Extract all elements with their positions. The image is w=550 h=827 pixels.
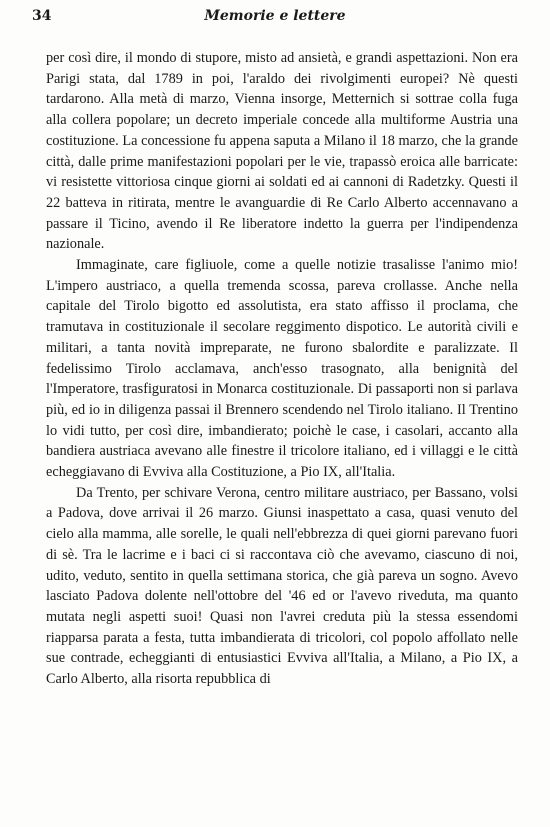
running-title: Memorie e lettere — [204, 8, 346, 24]
paragraph: Immaginate, care figliuole, come a quelle notizie trasalisse l'animo mio! L'impero austriaco, a quella tremenda scossa, pareva crollasse. Anche nella capitale del Tirolo bigotto ed assolutista, era stato affisso il proclama, che tramutava in costituzionale il secolare reggimento dispotico. Le autorità civili e militari, a tanta novità impreparate, ne furono sbalordite e paralizzate. Il fedelissimo Tirolo acclamava, anch'esso trasognato, alla benignità del l'Imperatore, trasfiguratosi in Monarca costituzionale. Di passaporti non si parlava più, ed io in diligenza passai il Brennero scendendo nel Tirolo italiano. Il Trentino lo vidi tutto, per così dire, imbandierato; poichè le case, i casolari, accanto alla bandiera austriaca avevano alle finestre il tricolore italiano, ed i villaggi e le città echeggiavano di Evviva alla Costituzione, a Pio IX, all'Italia. — [46, 257, 518, 481]
page-number: 34 — [32, 8, 52, 24]
paragraph: Da Trento, per schivare Verona, centro militare austriaco, per Bassano, volsi a Padova, dove arrivai il 26 marzo. Giunsi inaspettato a casa, quasi venuto del cielo alla mamma, alle sorelle, le quali nell'ebbrezza di quei giorni parevano fuori di sè. Tra le lacrime e i baci ci si raccontava ciò che avevamo, ciascuno di noi, udito, veduto, sentito in quella settimana storica, che già pareva un sogno. Avevo lasciato Padova dolente nell'ottobre del '46 ed or l'avevo riveduta, ma quanto mutata negli aspetti suoi! Quasi non l'avrei creduta più la stessa essendomi riapparsa parata a festa, tutta imbandierata di tricolori, col popolo affollato nelle sue contrade, echeggianti di entusiastici Evviva all'Italia, a Milano, a Pio IX, a Carlo Alberto, alla risorta repubblica di — [46, 484, 518, 688]
running-head — [32, 8, 518, 30]
paragraph-continuation: per così dire, il mondo di stupore, misto ad ansietà, e grandi aspettazioni. Non era Parigi stata, dal 1789 in poi, l'araldo dei rivolgimenti europei? Nè questi tardarono. Alla metà di marzo, Vienna insorge, Metternich si sottrae colla fuga alla collera popolare; un decreto imperiale concede alla multiforme Austria una costituzione. La concessione fu appena saputa a Milano il 18 marzo, che la grande città, dalle prime manifestazioni popolari per le vie, trapassò eroica alle barricate: vi resistette vittoriosa cinque giorni ai soldati ed ai cannoni di Radetzky. Questi il 22 batteva in ritirata, mentre le avanguardie di Re Carlo Alberto accennavano a passare il Ticino, avendo il Re liberatore indetto la guerra per l'indipendenza nazionale. — [46, 50, 518, 253]
body-text — [46, 48, 518, 690]
